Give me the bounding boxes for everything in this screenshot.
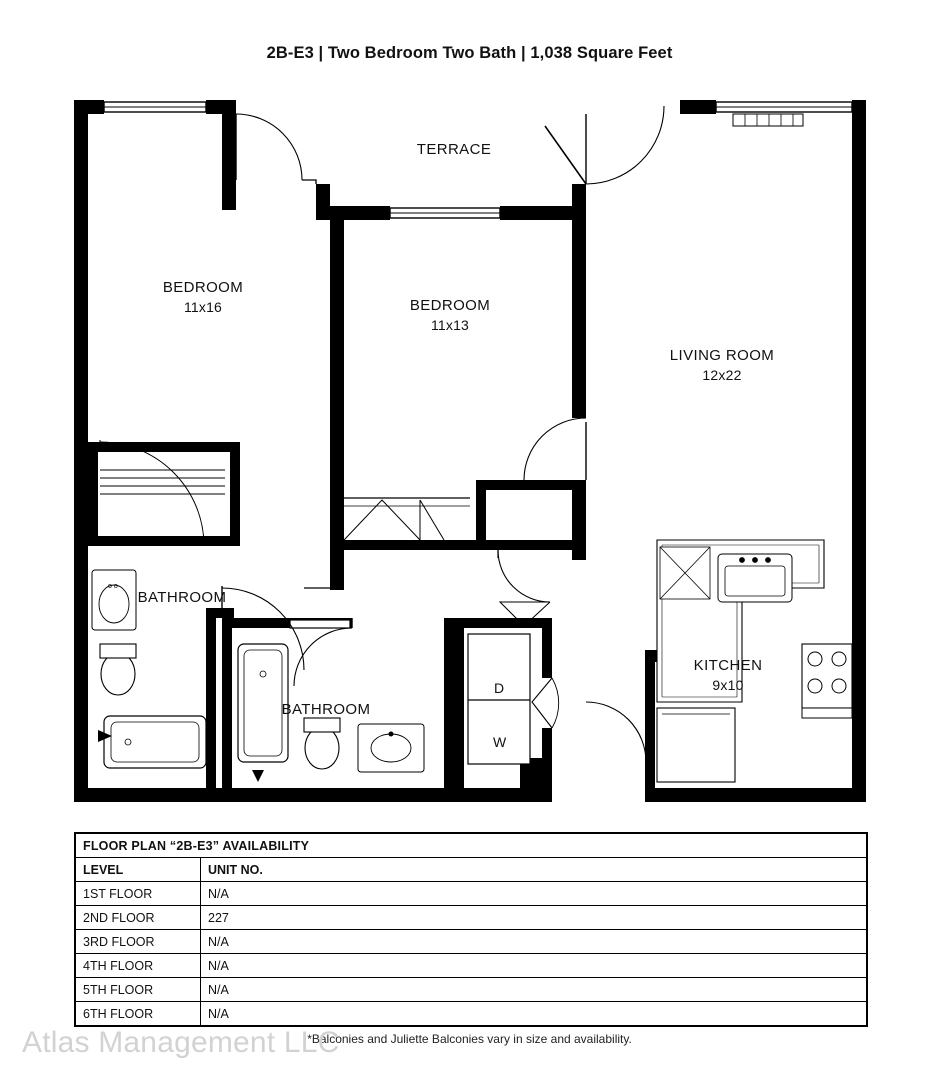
table-row <box>76 882 867 906</box>
room-label-bedroom-1: BEDROOM 11x16 <box>162 279 244 316</box>
washer-label: W <box>493 734 507 750</box>
row-level: 4TH FLOOR <box>76 954 201 978</box>
availability-column-header-row <box>76 858 867 882</box>
row-unit: N/A <box>201 954 867 978</box>
table-row <box>76 1002 867 1026</box>
table-row <box>76 978 867 1002</box>
column-header-level: LEVEL <box>76 858 201 882</box>
page-title: 2B-E3 | Two Bedroom Two Bath | 1,038 Square Feet <box>266 44 673 62</box>
room-label-living-room: LIVING ROOM 12x22 <box>669 347 775 384</box>
svg-text:o o: o o <box>108 583 118 590</box>
availability-table <box>74 832 868 1027</box>
row-level: 3RD FLOOR <box>76 930 201 954</box>
row-unit: N/A <box>201 978 867 1002</box>
room-label-bathroom-1: BATHROOM <box>137 589 227 606</box>
room-label-bathroom-2: BATHROOM <box>281 701 371 718</box>
footnote: *Balconies and Juliette Balconies vary in size and availability. <box>307 1032 632 1046</box>
dryer-label: D <box>494 680 505 696</box>
row-unit: N/A <box>201 882 867 906</box>
row-level: 5TH FLOOR <box>76 978 201 1002</box>
row-level: 1ST FLOOR <box>76 882 201 906</box>
row-unit: N/A <box>201 930 867 954</box>
table-row <box>76 906 867 930</box>
row-unit: 227 <box>201 906 867 930</box>
row-level: 6TH FLOOR <box>76 1002 201 1026</box>
table-row <box>76 930 867 954</box>
floor-plan-drawing <box>0 88 939 818</box>
watermark: Atlas Management LLC <box>22 1026 340 1059</box>
room-label-bedroom-2: BEDROOM 11x13 <box>409 297 491 334</box>
row-level: 2ND FLOOR <box>76 906 201 930</box>
table-row <box>76 954 867 978</box>
column-header-unit: UNIT NO. <box>201 858 867 882</box>
availability-heading: FLOOR PLAN “2B-E3” AVAILABILITY <box>76 834 867 858</box>
room-label-kitchen: KITCHEN 9x10 <box>693 657 763 694</box>
availability-heading-row <box>76 834 867 858</box>
room-label-terrace: TERRACE <box>416 141 492 158</box>
row-unit: N/A <box>201 1002 867 1026</box>
